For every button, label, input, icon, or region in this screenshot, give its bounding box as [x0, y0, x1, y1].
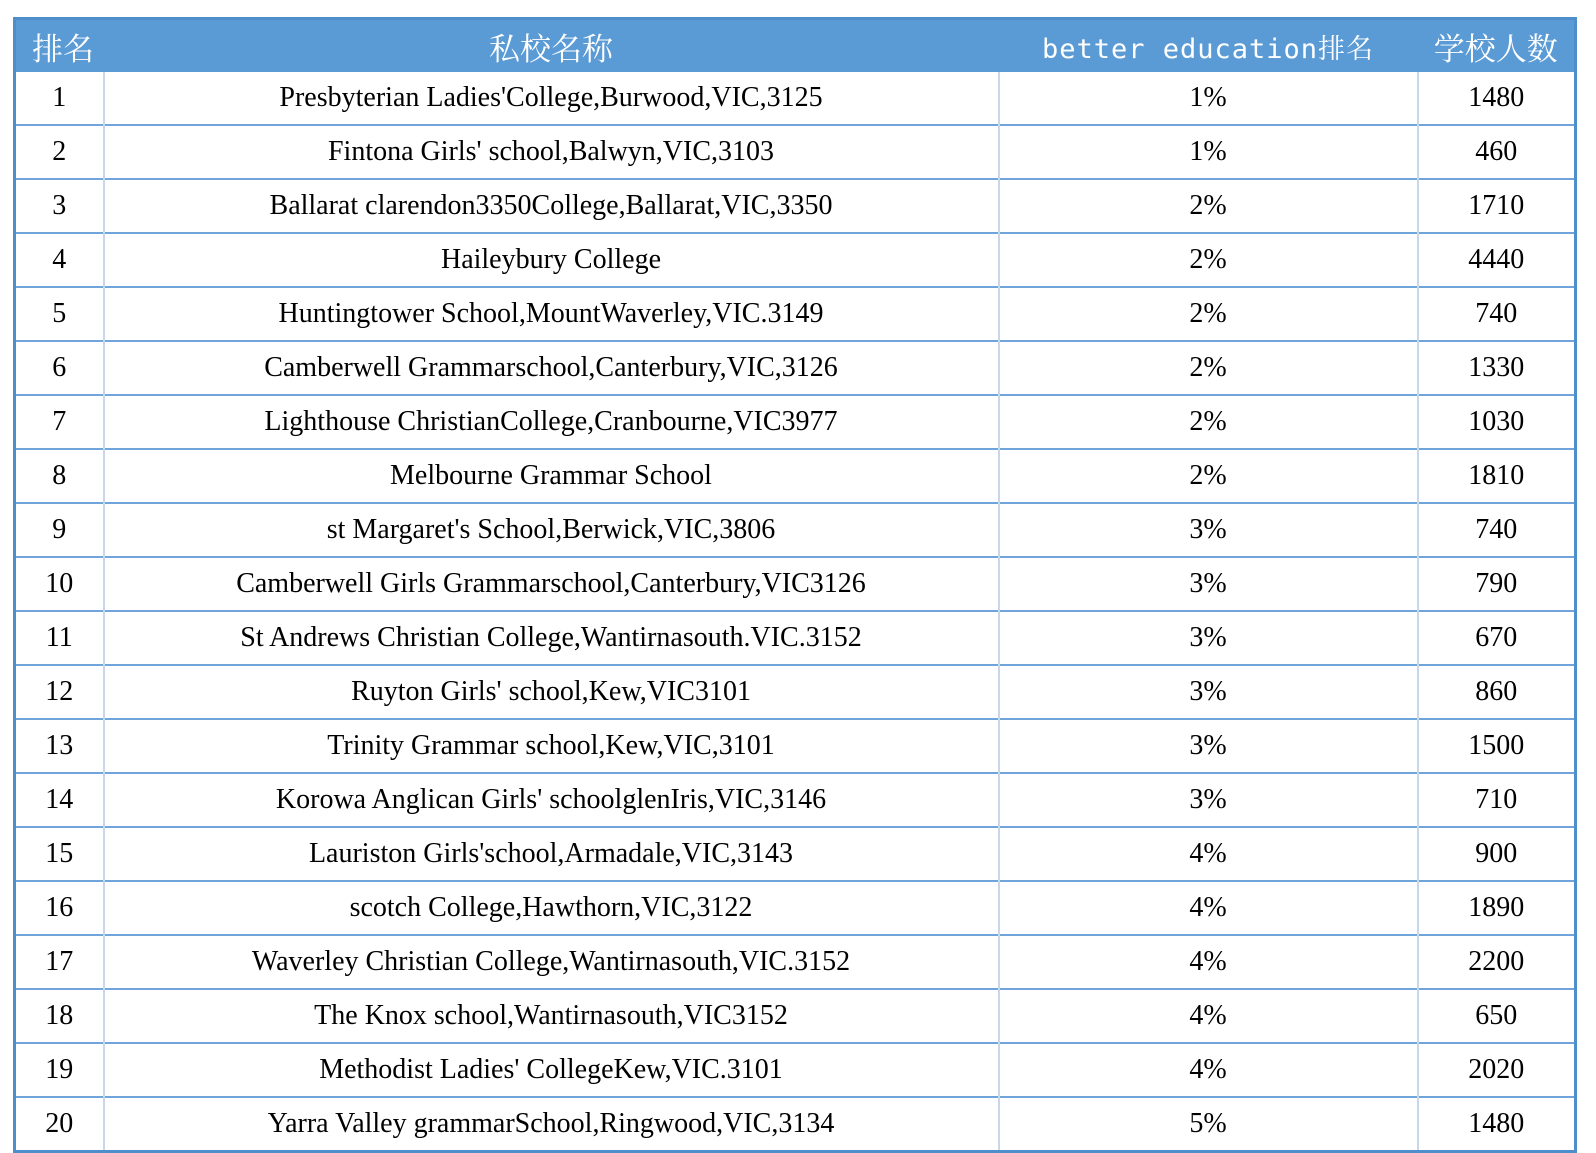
be-rank-cell: 4%: [999, 881, 1418, 935]
student-count-cell: 1480: [1418, 1097, 1576, 1152]
student-count-cell: 4440: [1418, 233, 1576, 287]
school-name-cell: Presbyterian Ladies'College,Burwood,VIC,3125: [104, 72, 999, 125]
rank-cell: 3: [15, 179, 104, 233]
table-body: [15, 72, 1576, 1152]
rank-cell: 14: [15, 773, 104, 827]
table-row: [15, 611, 1576, 665]
table-row: [15, 719, 1576, 773]
rank-cell: 4: [15, 233, 104, 287]
be-rank-cell: 2%: [999, 179, 1418, 233]
be-rank-cell: 3%: [999, 719, 1418, 773]
school-name-cell: Lauriston Girls'school,Armadale,VIC,3143: [104, 827, 999, 881]
be-rank-cell: 3%: [999, 611, 1418, 665]
school-name-cell: scotch College,Hawthorn,VIC,3122: [104, 881, 999, 935]
be-rank-cell: 5%: [999, 1097, 1418, 1152]
be-rank-cell: 4%: [999, 935, 1418, 989]
school-name-cell: Melbourne Grammar School: [104, 449, 999, 503]
rank-cell: 13: [15, 719, 104, 773]
table-row: [15, 503, 1576, 557]
school-name-cell: Methodist Ladies' CollegeKew,VIC.3101: [104, 1043, 999, 1097]
student-count-cell: 740: [1418, 287, 1576, 341]
rank-cell: 5: [15, 287, 104, 341]
table-row: [15, 665, 1576, 719]
school-name-cell: st Margaret's School,Berwick,VIC,3806: [104, 503, 999, 557]
student-count-cell: 1810: [1418, 449, 1576, 503]
school-name-cell: Huntingtower School,MountWaverley,VIC.3149: [104, 287, 999, 341]
table-row: [15, 827, 1576, 881]
rank-cell: 8: [15, 449, 104, 503]
column-header-rank: 排名: [15, 19, 104, 73]
rank-cell: 9: [15, 503, 104, 557]
school-name-cell: Camberwell Girls Grammarschool,Canterbury,VIC3126: [104, 557, 999, 611]
rank-cell: 19: [15, 1043, 104, 1097]
rank-cell: 1: [15, 72, 104, 125]
student-count-cell: 460: [1418, 125, 1576, 179]
rank-cell: 6: [15, 341, 104, 395]
table-row: [15, 395, 1576, 449]
student-count-cell: 1890: [1418, 881, 1576, 935]
column-header-school-name: 私校名称: [104, 19, 999, 73]
column-header-better-education-rank: better education排名: [999, 19, 1418, 73]
student-count-cell: 710: [1418, 773, 1576, 827]
table-row: [15, 341, 1576, 395]
school-name-cell: Ballarat clarendon3350College,Ballarat,VIC,3350: [104, 179, 999, 233]
school-name-cell: Camberwell Grammarschool,Canterbury,VIC,3126: [104, 341, 999, 395]
table-row: [15, 125, 1576, 179]
table-row: [15, 989, 1576, 1043]
student-count-cell: 1330: [1418, 341, 1576, 395]
school-name-cell: Waverley Christian College,Wantirnasouth,VIC.3152: [104, 935, 999, 989]
student-count-cell: 2020: [1418, 1043, 1576, 1097]
student-count-cell: 650: [1418, 989, 1576, 1043]
be-rank-cell: 1%: [999, 72, 1418, 125]
table-row: [15, 935, 1576, 989]
school-name-cell: Ruyton Girls' school,Kew,VIC3101: [104, 665, 999, 719]
student-count-cell: 790: [1418, 557, 1576, 611]
be-rank-cell: 3%: [999, 665, 1418, 719]
school-name-cell: Korowa Anglican Girls' schoolglenIris,VIC,3146: [104, 773, 999, 827]
table-row: [15, 287, 1576, 341]
student-count-cell: 1710: [1418, 179, 1576, 233]
school-name-cell: Fintona Girls' school,Balwyn,VIC,3103: [104, 125, 999, 179]
be-rank-cell: 2%: [999, 287, 1418, 341]
student-count-cell: 860: [1418, 665, 1576, 719]
rank-cell: 15: [15, 827, 104, 881]
be-rank-cell: 2%: [999, 233, 1418, 287]
table-row: [15, 449, 1576, 503]
rank-cell: 10: [15, 557, 104, 611]
rank-cell: 12: [15, 665, 104, 719]
rank-cell: 11: [15, 611, 104, 665]
student-count-cell: 670: [1418, 611, 1576, 665]
be-rank-cell: 4%: [999, 1043, 1418, 1097]
school-name-cell: Yarra Valley grammarSchool,Ringwood,VIC,3134: [104, 1097, 999, 1152]
be-rank-cell: 4%: [999, 827, 1418, 881]
be-rank-cell: 3%: [999, 557, 1418, 611]
school-name-cell: Haileybury College: [104, 233, 999, 287]
rank-cell: 17: [15, 935, 104, 989]
be-rank-cell: 2%: [999, 341, 1418, 395]
school-name-cell: St Andrews Christian College,Wantirnasouth.VIC.3152: [104, 611, 999, 665]
rank-cell: 7: [15, 395, 104, 449]
rank-cell: 20: [15, 1097, 104, 1152]
be-rank-cell: 4%: [999, 989, 1418, 1043]
student-count-cell: 1480: [1418, 72, 1576, 125]
table-row: [15, 233, 1576, 287]
student-count-cell: 900: [1418, 827, 1576, 881]
table-header-row: [15, 19, 1576, 73]
be-rank-cell: 2%: [999, 395, 1418, 449]
be-rank-cell: 3%: [999, 503, 1418, 557]
student-count-cell: 1030: [1418, 395, 1576, 449]
table-row: [15, 881, 1576, 935]
column-header-student-count: 学校人数: [1418, 19, 1576, 73]
school-name-cell: Lighthouse ChristianCollege,Cranbourne,VIC3977: [104, 395, 999, 449]
rank-cell: 16: [15, 881, 104, 935]
be-rank-cell: 1%: [999, 125, 1418, 179]
table-row: [15, 773, 1576, 827]
be-rank-cell: 3%: [999, 773, 1418, 827]
table-row: [15, 557, 1576, 611]
school-name-cell: The Knox school,Wantirnasouth,VIC3152: [104, 989, 999, 1043]
be-rank-cell: 2%: [999, 449, 1418, 503]
table-row: [15, 72, 1576, 125]
school-name-cell: Trinity Grammar school,Kew,VIC,3101: [104, 719, 999, 773]
rank-cell: 18: [15, 989, 104, 1043]
table-row: [15, 1097, 1576, 1152]
rank-cell: 2: [15, 125, 104, 179]
table-row: [15, 1043, 1576, 1097]
student-count-cell: 2200: [1418, 935, 1576, 989]
private-schools-table: [13, 17, 1577, 1153]
student-count-cell: 1500: [1418, 719, 1576, 773]
student-count-cell: 740: [1418, 503, 1576, 557]
table-row: [15, 179, 1576, 233]
